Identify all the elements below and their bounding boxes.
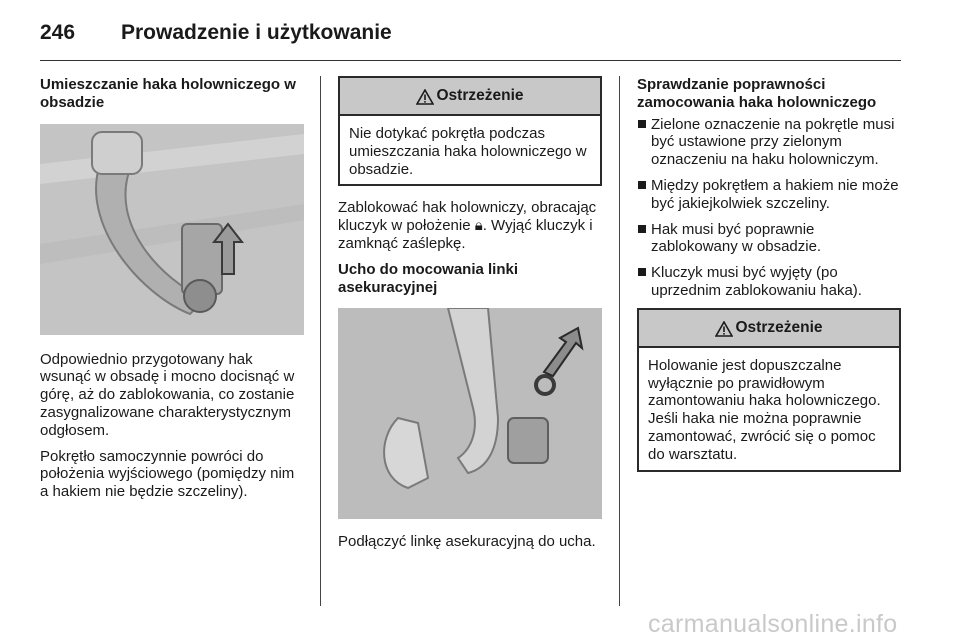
warning-body	[639, 348, 899, 470]
warning-text: Nie dotykać pokrętła podczas umieszczania haka holowniczego w obsadzie.	[349, 125, 587, 178]
check-list-item: Między pokrętłem a hakiem nie może być jakiejkolwiek szczeliny.	[637, 177, 901, 213]
column-1	[40, 76, 304, 509]
section-heading-insert-hook: Umieszczanie haka holowniczego w obsadzie	[40, 76, 296, 111]
watermark: carmanualsonline.info	[648, 610, 898, 638]
column-2	[338, 76, 602, 559]
header-rule	[40, 60, 901, 61]
warning-header	[639, 310, 899, 348]
safety-eye-illustration	[338, 308, 602, 519]
lock-instruction-b: . Wyjąć kluczyk i zamknąć zaślepkę.	[338, 217, 593, 252]
warning-header	[340, 78, 600, 116]
tow-hook-insert-illustration	[40, 124, 304, 335]
knob-return-note: Pokrętło samoczynnie powróci do położenia wyjściowego (pomiędzy nim a hakiem nie będzie szczeliny).	[40, 447, 295, 501]
column-divider-1	[320, 76, 321, 606]
warning-box-knob	[338, 76, 602, 186]
lock-instruction	[338, 199, 602, 252]
check-list-item: Kluczyk musi być wyjęty (po uprzednim zablokowaniu haka).	[637, 264, 901, 300]
safety-cable-instruction: Podłączyć linkę asekuracyjną do ucha.	[338, 533, 596, 551]
warning-body	[340, 116, 600, 184]
page-title: Prowadzenie i użytkowanie	[121, 21, 392, 44]
warning-triangle-icon	[715, 321, 733, 337]
bullet-square-icon	[638, 181, 646, 189]
page-header	[40, 10, 920, 50]
page-number: 246	[40, 21, 76, 44]
safety-eye-drawing	[338, 308, 602, 519]
check-list-item: Zielone oznaczenie na pokrętle musi być ustawione przy zielonym oznaczeniu na haku holowniczym.	[637, 116, 901, 169]
insert-instruction: Odpowiednio przygotowany hak wsunąć w obsadę i mocno docisnąć w górę, aż do zablokowania, co zostanie zasygnalizowane charakterystycznym odgłosem.	[40, 350, 295, 439]
check-list-item: Hak musi być poprawnie zablokowany w obsadzie.	[637, 221, 901, 257]
tow-hook-insert-drawing	[40, 124, 304, 335]
warning-title: Ostrzeżenie	[735, 318, 823, 336]
bullet-square-icon	[638, 268, 646, 276]
section-heading-check-mount: Sprawdzanie poprawności zamocowania haka holowniczego	[637, 76, 877, 111]
lock-instruction-a: Zablokować hak holowniczy, obracając kluczyk w położenie	[338, 199, 597, 235]
bullet-square-icon	[638, 120, 646, 128]
warning-text: Holowanie jest dopuszczalne wyłącznie po prawidłowym zamontowaniu haka holowniczego. Jeśli haka nie można poprawnie zamontować, zwrócić się o pomoc do warsztatu.	[648, 356, 881, 463]
warning-triangle-icon	[416, 89, 434, 105]
column-divider-2	[619, 76, 620, 606]
warning-box-towing	[637, 308, 901, 472]
column-3	[637, 76, 901, 472]
lock-symbol: 🔒︎	[474, 217, 483, 235]
bullet-square-icon	[638, 225, 646, 233]
section-heading-safety-eye: Ucho do mocowania linki asekuracyjnej	[338, 260, 519, 296]
check-list	[637, 116, 901, 300]
warning-title: Ostrzeżenie	[436, 87, 524, 105]
